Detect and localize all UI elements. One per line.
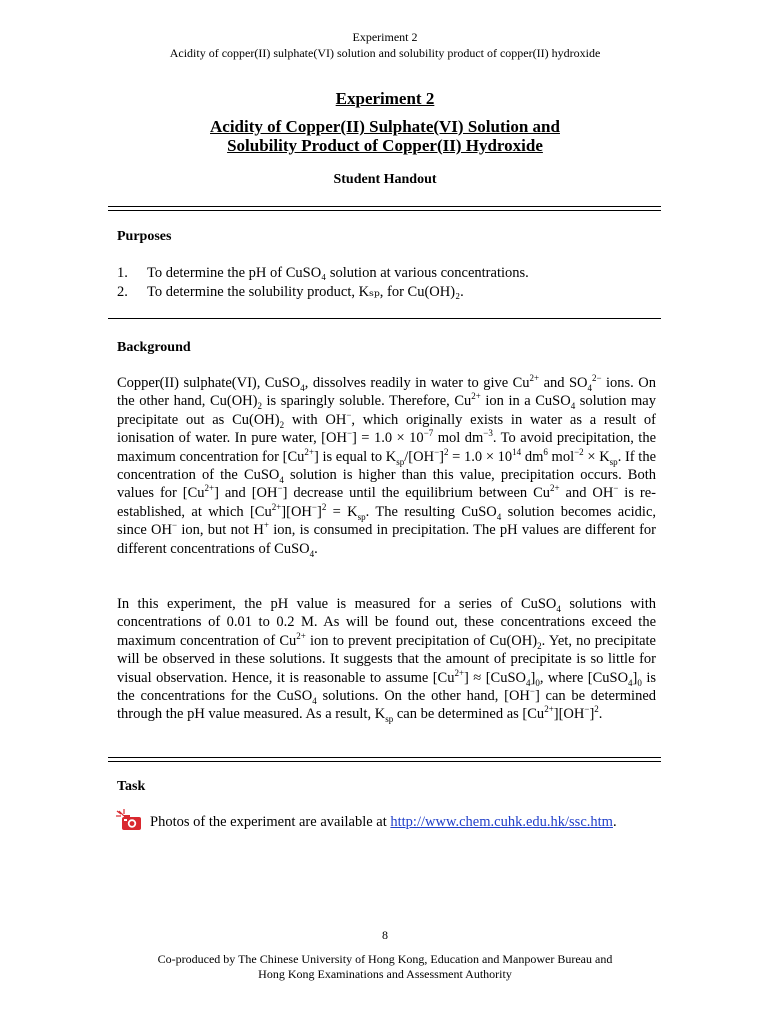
background-heading: Background — [117, 340, 191, 355]
divider — [108, 757, 661, 762]
subtitle: Student Handout — [333, 172, 437, 187]
camera-photo-icon — [115, 808, 143, 832]
running-header-line2: Acidity of copper(II) sulphate(VI) solution and solubility product of copper(II) hydroxide — [169, 46, 601, 60]
photos-text: Photos of the experiment are available at — [150, 814, 387, 830]
purpose-item — [117, 264, 657, 283]
background-paragraph-1: Copper(II) sulphate(VI), CuSO$_4$, dissolves readily in water to give $Cu^{2+}$ and $SO_4^{2-}$ ions. On the other hand, $Cu(OH)_2$ is sparingly soluble. Therefore, $Cu^{2+}$ ion in a CuSO$_4$ solution may precipitate out as $Cu(OH)_2$ with OH−, which originally exists in water as a result of ionisation of water. In pure water, $[OH^-] = 1.0 \times 10^{-7}$ mol $dm^{-3}$. To avoid precipitation, the maximum concentration for $[Cu^{2+}]$ is equal to $K_{sp}/[OH^-]^2 = 1.0 \times 10^{14}$ $dm^6$ $mol^{-2} \times K_{sp}$. If the concentration of the CuSO$_4$ solution is higher than this value, precipitation occurs. Both values for $[Cu^{2+}]$ and [OH−] decrease until the equilibrium between $Cu^{2+}$ and OH− is re-established, at which $[Cu^{2+}][OH^-]^2 = K_{sp}$. The resulting CuSO$_4$ solution becomes acidic, since OH− ion, but not H+ ion, is consumed in precipitation. The pH values are different for different concentrations of CuSO$_4$. — [117, 373, 657, 559]
purpose-text: To determine the pH of CuSO₄ solution at various concentrations. — [147, 265, 529, 281]
photos-period: . — [612, 814, 617, 830]
task-heading: Task — [117, 779, 146, 794]
photos-line — [150, 814, 617, 831]
experiment-title: Experiment 2 — [335, 89, 435, 108]
footer-line-1: Co-produced by The Chinese University of Hong Kong, Education and Manpower Bureau and — [157, 952, 613, 966]
purpose-text: To determine the solubility product, Kₛₚ, for Cu(OH)₂. — [147, 284, 464, 300]
running-header-line1: Experiment 2 — [352, 30, 418, 44]
divider — [108, 206, 661, 211]
page-number: 8 — [382, 928, 388, 942]
title-line-1: Acidity of Copper(II) Sulphate(VI) Solution and — [210, 117, 560, 136]
background-paragraph-2: In this experiment, the pH value is measured for a series of CuSO$_4$ solutions with concentrations of 0.01 to 0.2 M. As will be found out, these concentrations exceed the maximum concentration of $Cu^{2+}$ ion to prevent precipitation of $Cu(OH)_2$. Yet, no precipitate will be observed in these solutions. It suggests that the amount of precipitate is so little for visual observation. Hence, it is reasonable to assume $[Cu^{2+}]$ ≈ $[CuSO_4]_0$, where $[CuSO_4]_0$ is the concentrations for the CuSO$_4$ solutions. On the other hand, [OH−] can be determined through the pH value measured. As a result, $K_{sp}$ can be determined as $[Cu^{2+}][OH^-]^2$. — [117, 596, 657, 725]
purpose-number: 1. — [117, 265, 128, 281]
photos-link[interactable]: http://www.chem.cuhk.edu.hk/ssc.htm — [390, 814, 613, 830]
title-line-2: Solubility Product of Copper(II) Hydroxide — [227, 136, 543, 155]
footer-line-2: Hong Kong Examinations and Assessment Authority — [258, 967, 512, 981]
purpose-item — [117, 283, 657, 302]
divider — [108, 318, 661, 319]
purposes-heading: Purposes — [117, 229, 172, 244]
purpose-number: 2. — [117, 284, 128, 300]
